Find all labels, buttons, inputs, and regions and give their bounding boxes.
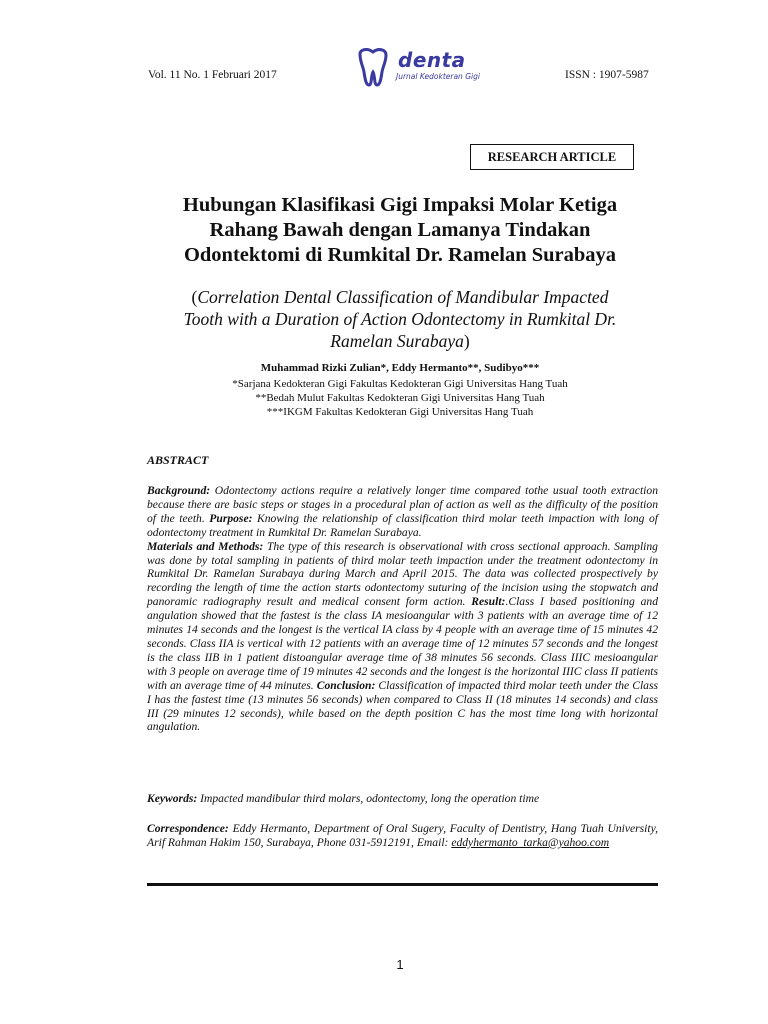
subtitle-line: Correlation Dental Classification of Mandibular Impacted [197,287,609,307]
affiliation: **Bedah Mulut Fakultas Kedokteran Gigi Universitas Hang Tuah [255,392,545,404]
subtitle-line: Ramelan Surabaya [330,331,464,351]
author-list: Muhammad Rizki Zulian*, Eddy Hermanto**, Sudibyo*** [260,362,540,374]
tooth-icon [356,48,390,88]
correspondence-text: Eddy Hermanto, Department of Oral Sugery, Faculty of Dentistry, Hang Tuah University, Arif Rahman Hakim 150, Surabaya, Phone 031-5912191, Email: [147,822,658,849]
title-line: Hubungan Klasifikasi Gigi Impaksi Molar Ketiga [182,194,618,216]
background-label: Background: [147,484,211,497]
affiliation: *Sarjana Kedokteran Gigi Fakultas Kedokteran Gigi Universitas Hang Tuah [232,378,568,390]
keywords-text: Impacted mandibular third molars, odontectomy, long the operation time [197,792,540,805]
correspondence-label: Correspondence: [147,822,229,835]
journal-volume: Vol. 11 No. 1 Februari 2017 [148,69,277,81]
paper-subtitle [120,286,680,352]
section-divider [147,883,658,886]
paper-title [120,193,680,268]
title-line: Odontektomi di Rumkital Dr. Ramelan Surabaya [183,244,617,266]
abstract-heading: ABSTRACT [147,453,209,467]
page-number: 1 [396,957,404,972]
logo-wordmark: denta [398,48,466,72]
purpose-text: Knowing the relationship of classification third molar teeth impaction with long of odontectomy treatment in Rumkital Dr. Ramelan Surabaya. [147,511,658,539]
subtitle-close-paren: ) [463,331,470,351]
methods-text: The type of this research is observational with cross sectional approach. Sampling was done by total sampling in patients of third molar teeth impaction under the treatment odontectomy in Rumkital Dr. Ramelan Surabaya during March and April 2015. The data was collected prospectively by recording the length of time the action starts odontectomy suturing of the incision using the stopwatch and panoramic radiography result and medical consent form action. [147,539,658,609]
result-text: .Class I based positioning and angulation showed that the fastest is the class IA mesioangular with 3 patients with an average time of 12 minutes 14 seconds and the longest is the vertical IA class by 4 people with an average time of 15 minutes 42 seconds. Class IIA is vertical with 12 patients with an average time of 12 minutes 57 seconds and the longest is the class IIB in 1 patient distoangular average time of 38 minutes 56 seconds. Class IIIC mesioangular with 3 people on average time of 19 minutes 42 seconds and the longest is the horizontal IIIC class II patients with an average time of 44 minutes. [147,595,658,692]
subtitle-line: Tooth with a Duration of Action Odontectomy in Rumkital Dr. [183,309,617,329]
abstract-body [147,484,658,734]
keywords [147,792,658,806]
journal-issn: ISSN : 1907-5987 [565,69,649,81]
conclusion-label: Conclusion: [316,678,376,692]
keywords-label: Keywords: [147,792,198,805]
journal-logo [356,48,506,88]
result-label: Result: [471,595,506,609]
correspondence [147,822,658,850]
conclusion-text: Classification of impacted third molar teeth under the Class I has the fastest time (13 minutes 56 seconds) when compared to Class II (18 minutes 14 seconds) and class III (29 minutes 12 seconds), while based on the depth position C has the most time long with horizontal angulation. [147,678,659,734]
correspondence-email[interactable]: eddyhermanto_tarka@yahoo.com [451,835,610,849]
title-line: Rahang Bawah dengan Lamanya Tindakan [209,219,591,241]
subtitle-open-paren: ( [191,287,198,307]
affiliation: ***IKGM Fakultas Kedokteran Gigi Universitas Hang Tuah [266,406,534,418]
background-text: Odontectomy actions require a relatively longer time compared tothe usual tooth extraction because there are basic steps or stages in a procedural plan of action as well as the difficulty of the position of the teeth. [147,484,658,525]
purpose-label: Purpose: [209,511,253,525]
methods-label: Materials and Methods: [147,539,264,553]
article-type-badge: RESEARCH ARTICLE [470,144,634,170]
logo-subtitle: Jurnal Kedokteran Gigi [396,72,480,81]
